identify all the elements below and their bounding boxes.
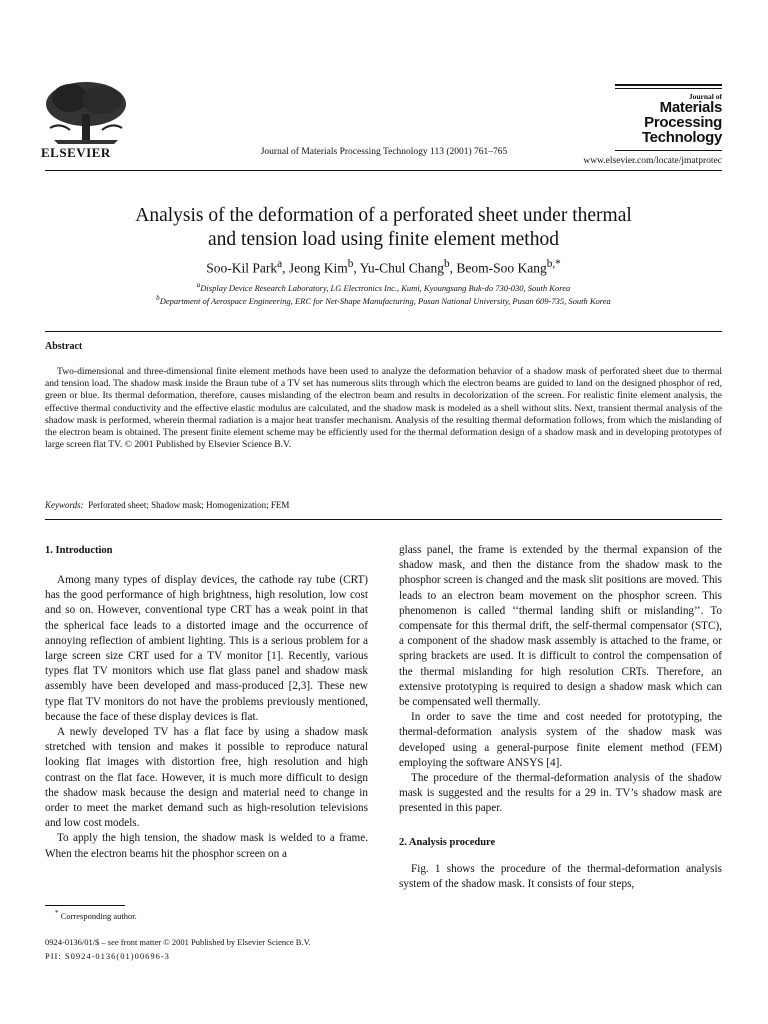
paragraph: To apply the high tension, the shadow mask is welded to a frame. When the electron beams hit the phosphor screen on a bbox=[45, 832, 368, 860]
author-name: Beom-Soo Kang bbox=[456, 260, 547, 276]
journal-logo-rule bbox=[615, 84, 722, 86]
journal-logo-rule bbox=[615, 88, 722, 89]
keywords bbox=[45, 500, 289, 510]
pii-line: PII: S0924-0136(01)00696-3 bbox=[45, 951, 170, 961]
keywords-list: Perforated sheet; Shadow mask; Homogenization; FEM bbox=[88, 500, 290, 510]
publisher-name: ELSEVIER bbox=[41, 145, 111, 160]
header-divider bbox=[45, 170, 722, 171]
affiliation-a: $^a$Display Device Research Laboratory, LG Electronics Inc., Kumi, Kyoungsang Buk-do 730-030, South Korea bbox=[196, 281, 571, 293]
paragraph: Among many types of display devices, the cathode ray tube (CRT) has the good performance of high brightness, high resolution, low cost and so on. However, conventional type CRT has a weak point in that the spherical face leads to a distorted image and the occurrence of annoying reflection of ambient lighting. This is a serious problem for a large screen size CRT used for a TV monitor [1]. Recently, various types flat TV monitors which use flat glass panel and shadow mask assembly have been developed and mass-produced [2,3]. These new type flat TV monitors do not have the problems previously mentioned, because the face of these display devices is flat. bbox=[45, 574, 368, 723]
paragraph: A newly developed TV has a flat face by using a shadow mask stretched with tension and makes it possible to reproduce natural looking flat images with distortion free, high resolution and high contrast on the flat face. However, it is much more difficult to design the shadow mask because the design and material need to change in order to meet the market demand such as high-resolution televisions and low cost models. bbox=[45, 726, 368, 830]
journal-logo-prefix: Journal of bbox=[688, 92, 722, 101]
issn-line: 0924-0136/01/$ – see front matter © 2001 Published by Elsevier Science B.V. bbox=[45, 937, 311, 947]
abstract-body: Two-dimensional and three-dimensional finite element methods have been used to analyze the deformation behavior of a shadow mask of perforated sheet due to thermal and tension load. The shadow mask inside the Braun tube of a TV set has numerous slits through which the electron beams are guided to land on the designed phosphor of red, green or blue. Its thermal deformation, therefore, causes mislanding of the electron beam and results in decolorization of the screen. For realistic finite element analysis, the effective thermal conductivity and the effective elastic modulus are calculated, and the shadow mask is modeled as a shell without slits. Next, transient thermal analysis of the shadow mask is performed, wherein thermal radiation is a major heat transfer mechanism. Analysis of the resulting thermal deformation follows, from which the mislanding of the electron beam is obtained. The present finite element scheme may be efficiently used for the thermal deformation design of a shadow mask and in developing prototypes of large screen flat TV. © 2001 Published by Elsevier Science B.V. bbox=[45, 366, 722, 451]
paragraph: In order to save the time and cost needed for prototyping, the thermal-deformation analysis system of the shadow mask was developed using a general-purpose finite element method (FEM) employing the software ANSYS [4]. bbox=[399, 711, 722, 769]
author-name: Soo-Kil Park bbox=[206, 260, 278, 276]
footnote: * Corresponding author. bbox=[55, 909, 137, 921]
journal-url[interactable]: www.elsevier.com/locate/jmatprotec bbox=[583, 156, 722, 166]
journal-logo-rule bbox=[615, 150, 722, 151]
journal-citation: Journal of Materials Processing Technology 113 (2001) 761–765 bbox=[260, 147, 508, 157]
author-list: Soo-Kil Park$^a$, Jeong Kim$^b$, Yu-Chul Chang$^b$, Beom-Soo Kang$^{b,*}$ bbox=[206, 258, 561, 276]
left-column bbox=[45, 543, 368, 862]
section-heading: 1. Introduction bbox=[45, 545, 113, 556]
abstract-divider bbox=[45, 331, 722, 332]
article-title: Analysis of the deformation of a perforated sheet under thermal and tension load using finite element method bbox=[135, 205, 632, 250]
paragraph: Fig. 1 shows the procedure of the thermal-deformation analysis system of the shadow mask. It consists of four steps, bbox=[399, 862, 722, 890]
abstract-heading: Abstract bbox=[45, 341, 83, 352]
section-heading: 2. Analysis procedure bbox=[399, 836, 496, 848]
keywords-label: Keywords: bbox=[45, 500, 84, 510]
keywords-divider bbox=[45, 519, 722, 520]
right-column bbox=[399, 543, 722, 892]
affiliation-b: $^b$Department of Aerospace Engineering, ERC for Net-Shape Manufacturing, Pusan National University, Pusan 609-735, South Korea bbox=[156, 294, 611, 306]
paragraph: The procedure of the thermal-deformation analysis of the shadow mask is suggested and the results for a 29 in. TV’s shadow mask are presented in this paper. bbox=[399, 772, 722, 815]
footnote-divider bbox=[45, 905, 125, 906]
journal-logo-name: Materials Processing Technology bbox=[641, 99, 722, 146]
author-name: Jeong Kim bbox=[288, 260, 348, 276]
author-name: Yu-Chul Chang bbox=[359, 260, 444, 276]
paragraph: glass panel, the frame is extended by the thermal expansion of the shadow mask, and then the distance from the shadow mask to the phosphor screen is changed and the mask slit positions are moved. This leads to an electron beam movement on the phosphor screen. This phenomenon is called ‘‘thermal landing shift or mislanding’’. To compensate for this thermal drift, the self-thermal compensator (STC), a component of the shadow mask assembly is attached to the frame, or spring brackets are used. It is difficult to control the compensation of the thermal mislanding for high resolution CRTs. Therefore, an extensive prototyping is required to design a shadow mask which can be compensated well thermally. bbox=[399, 544, 722, 709]
